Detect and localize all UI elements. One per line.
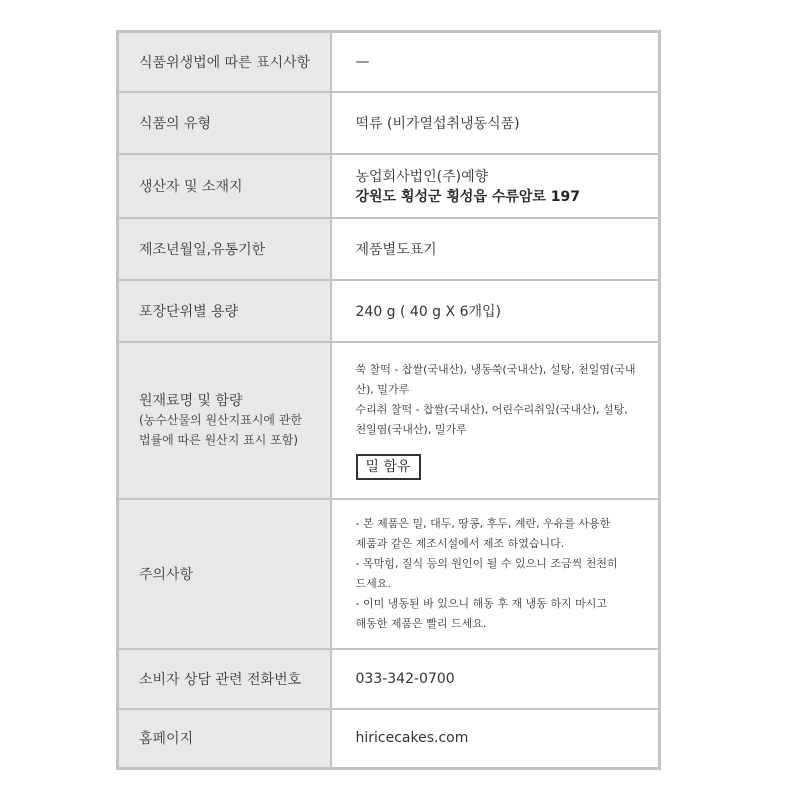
ingredients-line-4: 천일염(국내산), 밀가루: [355, 423, 467, 436]
row-phone: [118, 649, 660, 709]
food-type-label: 식품의 유형: [118, 92, 331, 154]
date-label: 제조년월일,유통기한: [118, 218, 331, 280]
caution-line-1: - 본 제품은 밀, 대두, 땅콩, 후두, 계란, 우유를 사용한: [355, 516, 611, 530]
allergen-badge: 밀 함유: [356, 454, 421, 480]
producer-value: [331, 154, 660, 218]
row-homepage: [118, 709, 660, 769]
phone-label: 소비자 상담 관련 전화번호: [118, 649, 331, 709]
caution-label: 주의사항: [118, 499, 331, 649]
date-value: 제품별도표기: [331, 218, 660, 280]
producer-address: 강원도 횡성군 횡성읍 수류암로 197: [355, 188, 581, 205]
caution-line-2: 제품과 같은 제조시설에서 제조 하였습니다.: [355, 536, 565, 550]
hygiene-value: —: [331, 32, 660, 92]
caution-line-3: - 목막힘, 질식 등의 원인이 될 수 있으니 조금씩 천천히: [355, 556, 618, 570]
caution-line-4: 드세요.: [355, 576, 391, 590]
caution-value: [331, 499, 660, 649]
homepage-label: 홈페이지: [118, 709, 331, 769]
row-producer: [118, 154, 660, 218]
ingredients-label: 원재료명 및 함량: [139, 393, 243, 409]
producer-name: 농업회사법인(주)예향: [355, 168, 489, 185]
capacity-value: 240 g ( 40 g X 6개입): [331, 280, 660, 342]
producer-label: 생산자 및 소재지: [118, 154, 331, 218]
row-caution: [118, 499, 660, 649]
caution-line-5: - 이미 냉동된 바 있으니 해동 후 재 냉동 하지 마시고: [355, 596, 607, 610]
row-ingredients: [118, 342, 660, 499]
phone-value: 033-342-0700: [331, 649, 660, 709]
ingredients-value: [331, 342, 660, 499]
product-info-table: [116, 30, 661, 770]
capacity-label: 포장단위별 용량: [118, 280, 331, 342]
row-food-type: [118, 92, 660, 154]
row-date: [118, 218, 660, 280]
row-capacity: [118, 280, 660, 342]
ingredients-line-2: 산), 밀가루: [355, 383, 410, 396]
homepage-link[interactable]: hiricecakes.com: [331, 709, 660, 769]
ingredients-line-3: 수리취 찰떡 - 찹쌀(국내산), 어린수리취잎(국내산), 설탕,: [355, 403, 628, 416]
hygiene-label: 식품위생법에 따른 표시사항: [118, 32, 331, 92]
ingredients-label-cell: [118, 342, 331, 499]
caution-line-6: 해동한 제품은 빨리 드세요.: [355, 616, 487, 630]
food-type-value: 떡류 (비가열섭취냉동식품): [331, 92, 660, 154]
ingredients-label-note-2: 법률에 따른 원산지 표시 포함): [139, 433, 299, 447]
row-hygiene: [118, 32, 660, 92]
ingredients-line-1: 쑥 찰떡 - 찹쌀(국내산), 냉동쑥(국내산), 설탕, 천일염(국내: [355, 363, 636, 376]
ingredients-label-note-1: (농수산물의 원산지표시에 관한: [139, 413, 303, 427]
